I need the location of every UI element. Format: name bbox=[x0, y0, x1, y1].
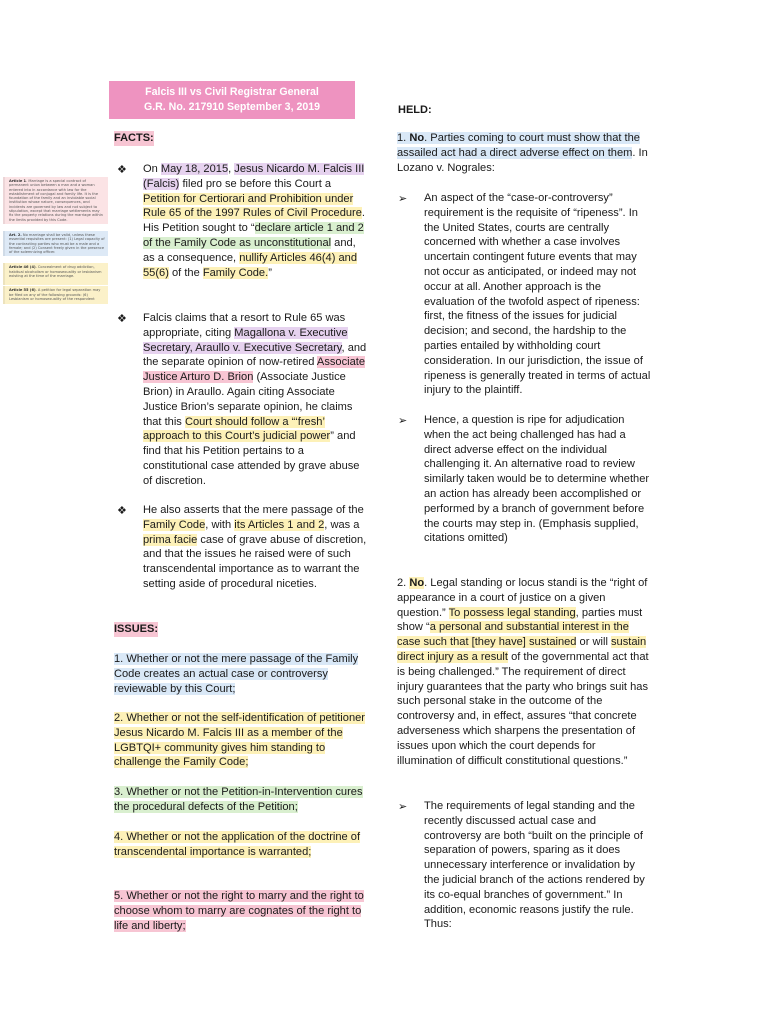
held-quote-ripeness: An aspect of the “case-or-controversy” requirement is the requisite of “ripeness”. In the United States, courts are centrally concerned with whether a case involves uncertain contingent future events that may not occur as anticipated, or indeed may not occur at all. Another approach is the evaluation of the twofold aspect of ripeness: first, the fitness of the issues for judicial decision; and second, the hardship to the parties entailed by withholding court consideration. In our jurisdiction, the issue of ripeness is generally treated in terms of actual injury to the plaintiff. bbox=[424, 192, 651, 397]
text-segment: , and the separate opinion of now-retired bbox=[143, 341, 367, 369]
text-segment: Magallona v. Executive Secretary, Araullo v. Executive Secretary bbox=[143, 326, 348, 354]
text-segment: ” and find that his Petition pertains to a constitutional case attended by grave abuse of discretion. bbox=[143, 430, 360, 487]
text-segment: its Articles 1 and 2 bbox=[234, 518, 325, 531]
text-segment: No bbox=[409, 577, 425, 589]
text-segment: 2. bbox=[397, 577, 410, 589]
text-segment: Court should follow a “‘fresh’ approach to this Court’s judicial power bbox=[143, 415, 331, 443]
text-segment: under Rule 65 of the 1997 Rules of Civil Procedure bbox=[143, 192, 362, 220]
held-paragraph-2 bbox=[397, 576, 651, 768]
text-segment: Petition for Certiorari and Prohibition bbox=[143, 192, 322, 205]
text-segment: case of grave abuse of discretion, and that the issues he raised were of such transcendental importance as to warrant the setting aside of procedural niceties. bbox=[143, 533, 367, 590]
text-segment: Associate Justice Arturo D. Brion bbox=[143, 356, 366, 384]
arrow-bullet-icon: ➢ bbox=[398, 193, 408, 205]
text-segment: and, as a consequence, bbox=[143, 236, 356, 264]
text-segment: To possess legal standing bbox=[448, 606, 576, 619]
text-segment: , with bbox=[205, 518, 235, 531]
text-segment: Falcis claims that a resort to Rule 65 was appropriate, citing bbox=[143, 312, 346, 339]
text-segment: 1. bbox=[397, 132, 410, 144]
issue-item-5: 5. Whether or not the right to marry and the right to choose whom to marry are cognates of the right to life and liberty; bbox=[114, 890, 364, 932]
margin-notes bbox=[3, 177, 108, 305]
held-quote-requirements: The requirements of legal standing and the recently discussed actual case and controversy are both “built on the principle of separation of powers, sparing as it does unnecessary interference or invalidation by the judicial branch of the actions rendered by its co-equal branches of government.” In addition, economic reasons justify the rule. Thus: bbox=[424, 800, 645, 931]
text-segment: May 18, 2015 bbox=[160, 163, 229, 175]
margin-note: Art. 2. No marriage shall be valid, unless these essential requisites are present: (1) Legal capacity of the contracting parties who must be a male and a female; and (2) Consent freely given in the presence of the solemnizing officer. bbox=[3, 231, 108, 256]
text-segment: declare article 1 and 2 of the Family Code as unconstitutional bbox=[143, 222, 364, 249]
case-title-box bbox=[109, 81, 355, 119]
margin-note: Article 46 (4). Concealment of drug addiction, habitual alcoholism or homosexuality or lesbianism existing at the time of the marriage. bbox=[3, 263, 108, 285]
issue-item-2: 2. Whether or not the self-identification of petitioner Jesus Nicardo M. Falcis III as a member of the LGBTQI+ community gives him standing to challenge the Family Code; bbox=[114, 712, 365, 769]
text-segment: (Associate Justice Brion) in Araullo. Again citing Associate Justice Brion’s separate opinion, he claims that this bbox=[143, 371, 353, 428]
issues-heading: ISSUES: bbox=[114, 623, 159, 635]
text-segment: , was a bbox=[324, 518, 360, 531]
held-quote-adjudication: Hence, a question is ripe for adjudication when the act being challenged has had a direct adverse effect on the individual challenging it. An alternative road to review similarly taken would be to determine whether an action has already been accomplished or performed by a branch of government before the courts may step in. (Emphasis supplied, citations omitted) bbox=[424, 414, 650, 545]
text-segment: . Parties coming to court must show that the assailed act had a direct adverse effect on them bbox=[397, 132, 640, 159]
text-segment: No bbox=[409, 132, 425, 144]
text-segment: filed pro se before this Court a bbox=[179, 177, 332, 190]
facts-paragraph-2 bbox=[143, 311, 369, 489]
text-segment: Family Code bbox=[143, 518, 206, 531]
held-heading: HELD: bbox=[398, 104, 432, 116]
bullet-icon: ❖ bbox=[117, 505, 127, 517]
text-segment: . His Petition sought to “ bbox=[143, 207, 366, 235]
bullet-icon: ❖ bbox=[117, 313, 127, 325]
text-segment: , bbox=[228, 163, 235, 175]
text-segment: . Legal standing or locus standi is the “right of appearance in a court of justice on a given question.” bbox=[397, 577, 648, 619]
issue-item-1: 1. Whether or not the mere passage of the Family Code creates an actual case or controversy reviewable by this Court; bbox=[114, 653, 359, 695]
arrow-bullet-icon: ➢ bbox=[398, 415, 408, 427]
text-segment: prima facie bbox=[143, 533, 198, 546]
text-segment: He also asserts that the mere passage of the bbox=[143, 504, 364, 516]
margin-note: Article 1. Marriage is a special contract of permanent union between a man and a woman entered into in accordance with law for the establishment of conjugal and family life. It is the foundation of the family and an inviolable social institution whose nature, consequences, and incidents are governed by law and not subject to stipulation, except that marriage settlements may fix the property relations during the marriage within the limits provided by this Code. bbox=[3, 177, 108, 224]
text-segment: Jesus Nicardo M. Falcis III (Falcis) bbox=[143, 163, 365, 190]
text-segment: ” bbox=[268, 266, 272, 279]
held-paragraph-1 bbox=[397, 131, 651, 175]
facts-heading: FACTS: bbox=[114, 132, 154, 144]
issue-item-3: 3. Whether or not the Petition-in-Intervention cures the procedural defects of the Petition; bbox=[114, 786, 363, 813]
issue-item-4: 4. Whether or not the application of the doctrine of transcendental importance is warranted; bbox=[114, 831, 361, 858]
text-segment: , parties must show “ bbox=[397, 606, 643, 634]
case-gr-number: G.R. No. 217910 September 3, 2019 bbox=[143, 101, 321, 113]
text-segment: sustain direct injury as a result bbox=[397, 636, 647, 663]
facts-paragraph-3 bbox=[143, 503, 369, 592]
text-segment: of the bbox=[168, 266, 203, 279]
text-segment: of the governmental act that is being challenged.” The requirement of direct injury guarantees that the party who brings suit has such personal stake in the outcome of the controversy and, in effect, assures “that concrete adverseness which sharpens the presentation of issues upon which the court depends for illumination of difficult constitutional questions.” bbox=[397, 650, 649, 767]
text-segment: On bbox=[143, 163, 161, 175]
arrow-bullet-icon: ➢ bbox=[398, 801, 408, 813]
case-title: Falcis III vs Civil Registrar General bbox=[145, 86, 319, 98]
margin-note: Article 55 (6). A petition for legal separation may be filed on any of the following grounds: (6) Lesbianism or homosexuality of the respondent bbox=[3, 286, 108, 304]
text-segment: . In Lozano v. Nograles: bbox=[397, 146, 648, 174]
text-segment: nullify Articles 46(4) and 55(6) bbox=[143, 251, 357, 279]
text-segment: a personal and substantial interest in the case such that [they have] sustained bbox=[397, 621, 629, 649]
text-segment: Family Code. bbox=[202, 266, 269, 279]
bullet-icon: ❖ bbox=[117, 164, 127, 176]
text-segment: or will bbox=[576, 636, 611, 649]
facts-paragraph-1 bbox=[143, 162, 369, 280]
